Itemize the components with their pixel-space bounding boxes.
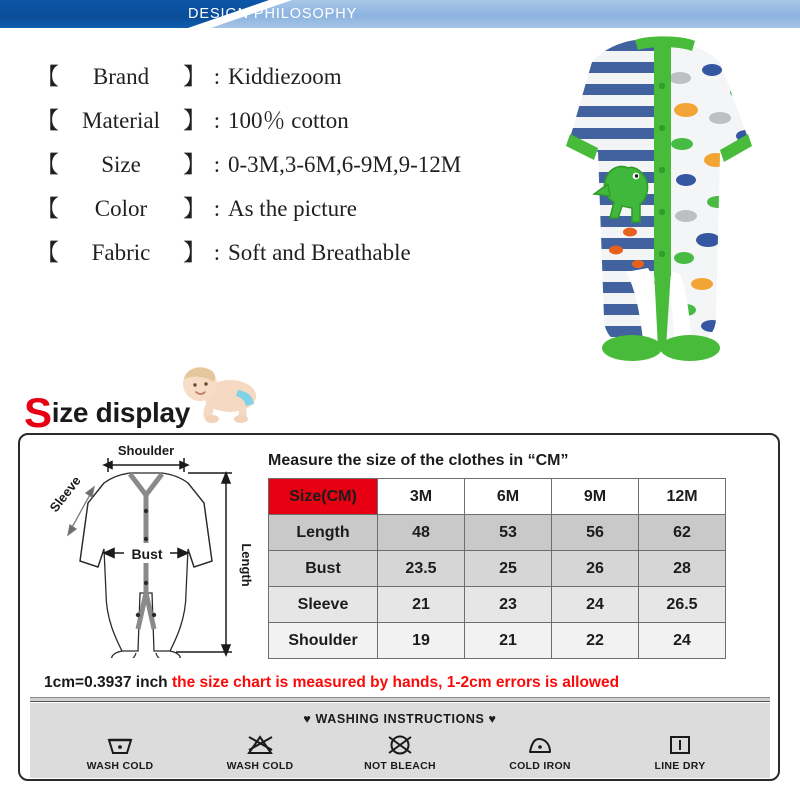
measure-caption: Measure the size of the clothes in “CM” bbox=[268, 452, 569, 469]
row-label-length: Length bbox=[269, 515, 378, 551]
spec-label: Color bbox=[94, 196, 148, 221]
spec-row-brand bbox=[36, 58, 506, 102]
cell-sleeve-9m: 24 bbox=[552, 587, 639, 623]
garment-line-drawing bbox=[26, 443, 266, 658]
measurement-note bbox=[44, 674, 619, 692]
cell-sleeve-12m: 26.5 bbox=[639, 587, 726, 623]
spec-key-fabric bbox=[36, 234, 206, 267]
table-header-size: Size(CM) bbox=[269, 479, 378, 515]
size-display-heading bbox=[24, 389, 191, 436]
spec-value: Kiddiezoom bbox=[228, 64, 342, 89]
washing-instructions-title: ♥ WASHING INSTRUCTIONS ♥ bbox=[303, 712, 497, 726]
line-dry-icon bbox=[665, 733, 695, 757]
baby-illustration bbox=[168, 362, 268, 424]
heading-rest-text: ize display bbox=[51, 397, 191, 428]
diagram-bust-label: Bust bbox=[131, 546, 163, 562]
wash-label: LINE DRY bbox=[654, 760, 706, 772]
bracket-open-icon: 【 bbox=[36, 240, 59, 265]
table-header-9m: 9M bbox=[552, 479, 639, 515]
cell-shoulder-12m: 24 bbox=[639, 623, 726, 659]
spec-row-size bbox=[36, 146, 506, 190]
tolerance-note: the size chart is measured by hands, 1-2cm errors is allowed bbox=[171, 674, 620, 691]
diagram-length-label: Length bbox=[239, 543, 254, 587]
spec-colon: : bbox=[213, 196, 221, 221]
banner-title: DESIGN PHILOSOPHY bbox=[188, 6, 358, 22]
table-header-3m: 3M bbox=[378, 479, 465, 515]
bracket-open-icon: 【 bbox=[36, 196, 59, 221]
cell-length-6m: 53 bbox=[465, 515, 552, 551]
bracket-open-icon: 【 bbox=[36, 64, 59, 89]
cell-sleeve-3m: 21 bbox=[378, 587, 465, 623]
spec-value: 0-3M,3-6M,6-9M,9-12M bbox=[228, 152, 462, 177]
table-row bbox=[269, 623, 726, 659]
cell-length-9m: 56 bbox=[552, 515, 639, 551]
table-row bbox=[269, 551, 726, 587]
cm-to-inch-note: 1cm=0.3937 inch bbox=[44, 674, 168, 691]
cell-sleeve-6m: 23 bbox=[465, 587, 552, 623]
table-header-6m: 6M bbox=[465, 479, 552, 515]
romper-illustration bbox=[540, 18, 790, 363]
spec-colon: : bbox=[213, 64, 221, 89]
bracket-close-icon: 】 bbox=[183, 108, 206, 133]
bracket-close-icon: 】 bbox=[183, 196, 206, 221]
spec-colon: : bbox=[213, 152, 221, 177]
bracket-close-icon: 】 bbox=[183, 240, 206, 265]
spec-label: Size bbox=[101, 152, 141, 177]
cell-bust-12m: 28 bbox=[639, 551, 726, 587]
table-header-12m: 12M bbox=[639, 479, 726, 515]
bracket-close-icon: 】 bbox=[183, 64, 206, 89]
spec-row-color bbox=[36, 190, 506, 234]
spec-row-material bbox=[36, 102, 506, 146]
bracket-open-icon: 【 bbox=[36, 152, 59, 177]
cell-bust-6m: 25 bbox=[465, 551, 552, 587]
cell-length-12m: 62 bbox=[639, 515, 726, 551]
table-row bbox=[269, 587, 726, 623]
cell-shoulder-9m: 22 bbox=[552, 623, 639, 659]
spec-value: As the picture bbox=[228, 196, 358, 221]
wash-label: NOT BLEACH bbox=[364, 760, 436, 772]
spec-value: Soft and Breathable bbox=[228, 240, 411, 265]
spec-key-size bbox=[36, 146, 206, 179]
diagram-sleeve-label: Sleeve bbox=[46, 473, 84, 515]
heading-initial-letter: S bbox=[24, 389, 52, 436]
spec-key-brand bbox=[36, 58, 206, 91]
no-bleach-triangle-icon bbox=[245, 733, 275, 757]
wash-item-wash-cold bbox=[60, 733, 180, 772]
row-label-bust: Bust bbox=[269, 551, 378, 587]
cell-shoulder-6m: 21 bbox=[465, 623, 552, 659]
bracket-close-icon: 】 bbox=[183, 152, 206, 177]
crawling-baby-photo bbox=[168, 362, 268, 424]
diagram-shoulder-label: Shoulder bbox=[117, 443, 175, 458]
spec-row-fabric bbox=[36, 234, 506, 278]
wash-item-cold-iron bbox=[480, 733, 600, 772]
spec-key-color bbox=[36, 190, 206, 223]
spec-label: Fabric bbox=[91, 240, 151, 265]
washing-instructions-section bbox=[30, 703, 770, 778]
garment-measurement-diagram bbox=[26, 443, 266, 658]
wash-tub-icon bbox=[105, 733, 135, 757]
spec-colon: : bbox=[213, 240, 221, 265]
spec-key-material bbox=[36, 102, 206, 135]
spec-colon: : bbox=[213, 108, 221, 133]
wash-item-not-bleach bbox=[340, 733, 460, 772]
cell-bust-3m: 23.5 bbox=[378, 551, 465, 587]
cell-length-3m: 48 bbox=[378, 515, 465, 551]
size-chart-table bbox=[268, 478, 726, 659]
spec-label: Brand bbox=[92, 64, 150, 89]
wash-label: COLD IRON bbox=[509, 760, 571, 772]
row-label-sleeve: Sleeve bbox=[269, 587, 378, 623]
table-header-row bbox=[269, 479, 726, 515]
washing-icon-row bbox=[60, 733, 740, 772]
wash-item-no-bleach-triangle bbox=[200, 733, 320, 772]
spec-value: 100％ cotton bbox=[228, 108, 349, 133]
cell-shoulder-3m: 19 bbox=[378, 623, 465, 659]
spec-label: Material bbox=[82, 108, 160, 133]
product-spec-list bbox=[36, 58, 506, 278]
section-divider bbox=[30, 697, 770, 702]
wash-label: WASH COLD bbox=[86, 760, 154, 772]
cold-iron-icon bbox=[525, 733, 555, 757]
row-label-shoulder: Shoulder bbox=[269, 623, 378, 659]
bracket-open-icon: 【 bbox=[36, 108, 59, 133]
table-row bbox=[269, 515, 726, 551]
wash-item-line-dry bbox=[620, 733, 740, 772]
product-photo-romper bbox=[540, 18, 790, 363]
not-bleach-icon bbox=[385, 733, 415, 757]
wash-label: WASH COLD bbox=[226, 760, 294, 772]
cell-bust-9m: 26 bbox=[552, 551, 639, 587]
